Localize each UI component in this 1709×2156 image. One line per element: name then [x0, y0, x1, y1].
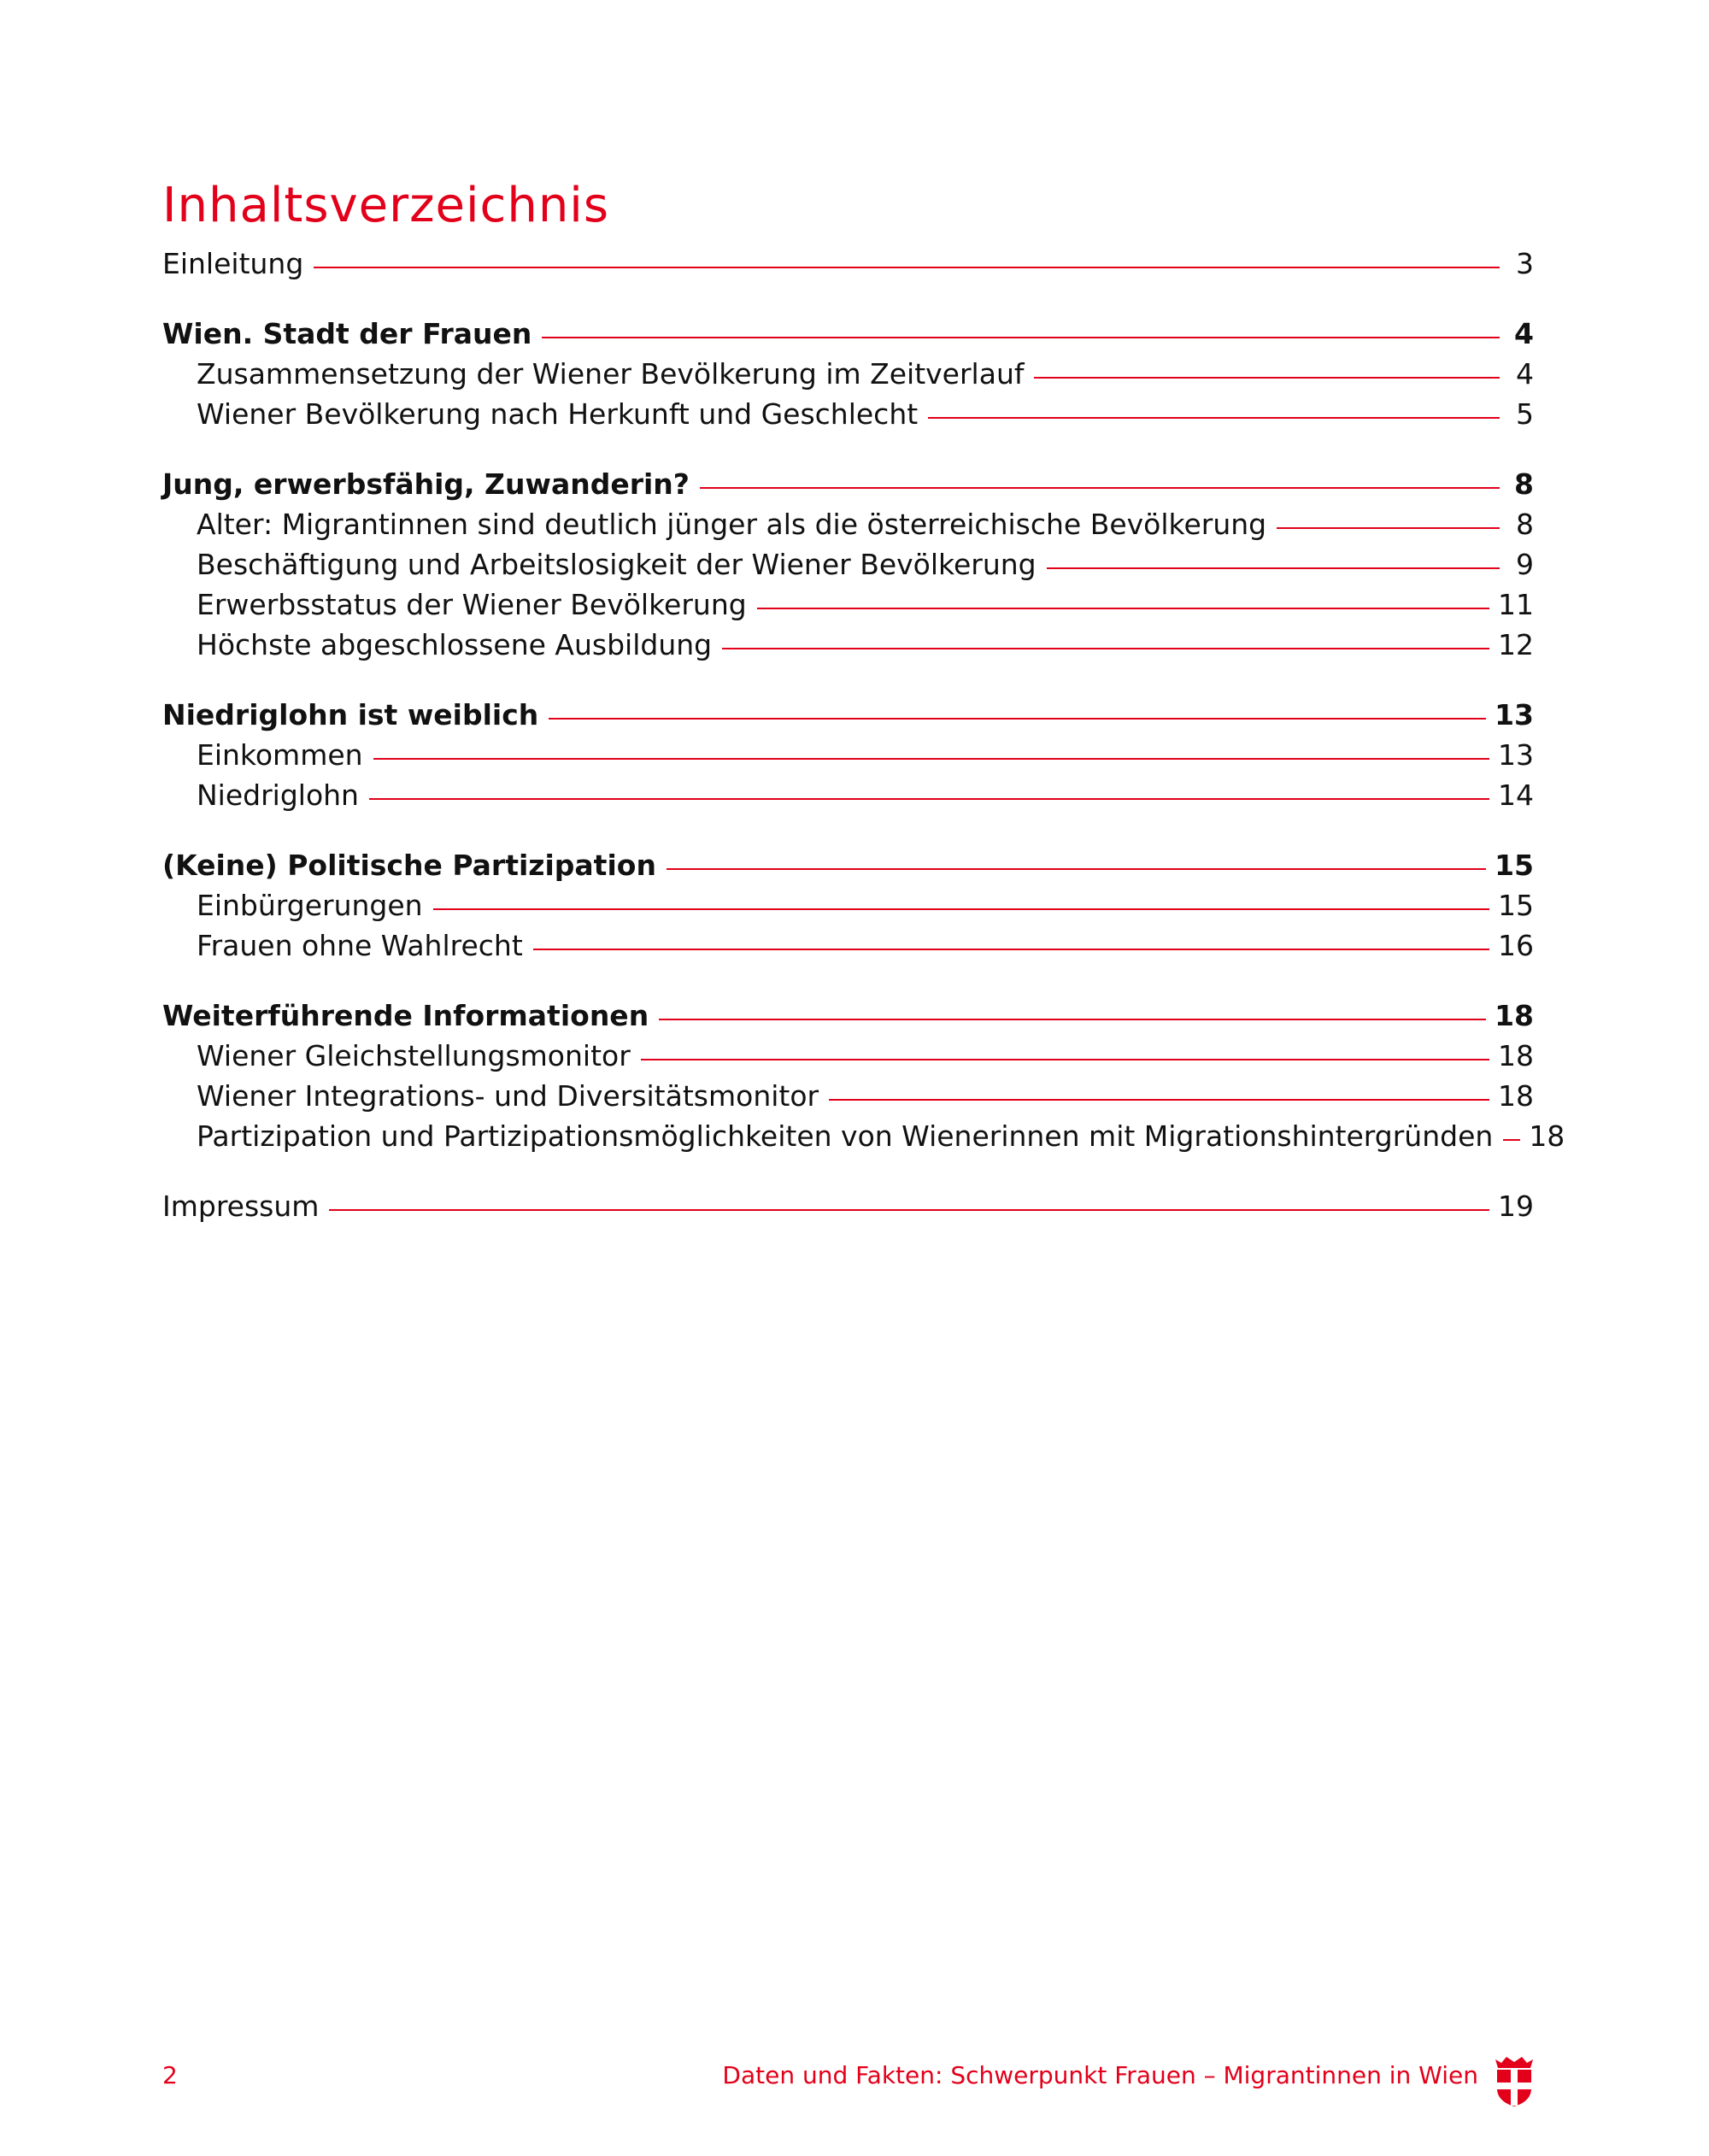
toc-entry-page-number: 14	[1498, 778, 1534, 812]
toc-entry-page-number: 9	[1516, 548, 1534, 581]
toc-entry[interactable]	[162, 1186, 1534, 1226]
toc-entry-label: Einbürgerungen	[197, 889, 423, 922]
toc-entry[interactable]	[162, 845, 1534, 885]
toc-entry[interactable]	[162, 314, 1534, 354]
toc-entry-page-number: 15	[1498, 889, 1534, 922]
toc-leader-line	[1277, 527, 1500, 529]
toc-subentry[interactable]	[162, 925, 1534, 966]
toc-leader-line	[373, 758, 1489, 760]
toc-subentry[interactable]	[162, 735, 1534, 775]
toc-subentry[interactable]	[162, 544, 1534, 585]
toc-entry-label: Alter: Migrantinnen sind deutlich jünger als die österreichische Bevölkerung	[197, 508, 1267, 541]
toc-entry-page-number: 15	[1495, 849, 1534, 882]
footer-page-number: 2	[162, 2061, 178, 2089]
toc-entry-page-number: 18	[1529, 1119, 1565, 1153]
toc-entry-page-number: 4	[1516, 357, 1534, 391]
toc-subentry[interactable]	[162, 625, 1534, 665]
toc-entry-label: Wiener Gleichstellungsmonitor	[197, 1039, 631, 1072]
toc-leader-line	[757, 608, 1489, 609]
toc-entry-label: Erwerbsstatus der Wiener Bevölkerung	[197, 588, 747, 621]
toc-entry-label: Niedriglohn	[197, 778, 359, 812]
toc-entry-page-number: 4	[1514, 317, 1534, 350]
toc-leader-line	[667, 868, 1486, 870]
toc-subentry[interactable]	[162, 504, 1534, 544]
toc-leader-line	[722, 648, 1489, 649]
toc-section	[162, 314, 1534, 434]
page-title: Inhaltsverzeichnis	[162, 177, 610, 233]
toc-entry-label: Einleitung	[162, 247, 304, 280]
toc-entry-page-number: 13	[1495, 698, 1534, 731]
toc-entry-page-number: 5	[1516, 397, 1534, 431]
footer-document-title: Daten und Fakten: Schwerpunkt Frauen – Migrantinnen in Wien	[722, 2061, 1478, 2089]
toc-leader-line	[641, 1059, 1489, 1060]
toc-leader-line	[928, 417, 1500, 419]
toc-leader-line	[542, 337, 1500, 338]
toc-leader-line	[329, 1209, 1489, 1211]
vienna-coat-of-arms-icon	[1493, 2054, 1536, 2107]
toc-entry-label: Partizipation und Partizipationsmöglichkeiten von Wienerinnen mit Migrationshintergründen	[197, 1119, 1494, 1153]
toc-section	[162, 464, 1534, 665]
toc-entry-page-number: 18	[1498, 1039, 1534, 1072]
toc-subentry[interactable]	[162, 585, 1534, 625]
toc-subentry[interactable]	[162, 394, 1534, 434]
toc-entry-page-number: 11	[1498, 588, 1534, 621]
toc-entry-page-number: 3	[1516, 247, 1534, 280]
toc-subentry[interactable]	[162, 1036, 1534, 1076]
toc-entry[interactable]	[162, 464, 1534, 504]
toc-entry[interactable]	[162, 244, 1534, 284]
toc-entry-label: Höchste abgeschlossene Ausbildung	[197, 628, 713, 661]
toc-entry-page-number: 8	[1516, 508, 1534, 541]
toc-entry-page-number: 13	[1498, 738, 1534, 772]
toc-entry-label: Wien. Stadt der Frauen	[162, 317, 532, 350]
toc-entry-label: (Keine) Politische Partizipation	[162, 849, 656, 882]
toc-entry-label: Einkommen	[197, 738, 363, 772]
toc-entry-label: Wiener Integrations- und Diversitätsmonitor	[197, 1079, 819, 1113]
toc-entry-label: Wiener Bevölkerung nach Herkunft und Geschlecht	[197, 397, 919, 431]
toc-subentry[interactable]	[162, 775, 1534, 815]
toc-entry-label: Niedriglohn ist weiblich	[162, 698, 539, 731]
toc-entry[interactable]	[162, 695, 1534, 735]
toc-leader-line	[533, 949, 1489, 950]
toc-entry-label: Frauen ohne Wahlrecht	[197, 929, 523, 962]
toc-leader-line	[659, 1019, 1486, 1020]
toc-subentry[interactable]	[162, 1116, 1565, 1156]
toc-entry-page-number: 18	[1495, 999, 1534, 1032]
toc-entry-page-number: 12	[1498, 628, 1534, 661]
toc-leader-line	[549, 718, 1486, 720]
toc-subentry[interactable]	[162, 885, 1534, 925]
toc-section	[162, 244, 1534, 284]
toc-leader-line	[1047, 567, 1500, 569]
toc-section	[162, 845, 1534, 966]
toc-subentry[interactable]	[162, 1076, 1534, 1116]
toc-section	[162, 695, 1534, 815]
toc-leader-line	[314, 267, 1500, 268]
toc-entry-label: Weiterführende Informationen	[162, 999, 649, 1032]
toc-entry-page-number: 8	[1514, 467, 1534, 501]
toc-entry-label: Jung, erwerbsfähig, Zuwanderin?	[162, 467, 690, 501]
toc-entry-page-number: 16	[1498, 929, 1534, 962]
toc-leader-line	[1034, 377, 1500, 379]
toc-entry-label: Zusammensetzung der Wiener Bevölkerung im Zeitverlauf	[197, 357, 1025, 391]
toc-entry-label: Beschäftigung und Arbeitslosigkeit der Wiener Bevölkerung	[197, 548, 1037, 581]
table-of-contents	[162, 244, 1565, 1256]
toc-leader-line	[700, 487, 1500, 489]
toc-section	[162, 996, 1565, 1156]
toc-entry-label: Impressum	[162, 1190, 320, 1223]
toc-section	[162, 1186, 1534, 1226]
toc-leader-line	[1503, 1139, 1520, 1141]
toc-subentry[interactable]	[162, 354, 1534, 394]
toc-entry-page-number: 19	[1498, 1190, 1534, 1223]
toc-leader-line	[829, 1099, 1489, 1101]
toc-leader-line	[369, 798, 1489, 800]
toc-leader-line	[433, 908, 1489, 910]
toc-entry[interactable]	[162, 996, 1534, 1036]
toc-entry-page-number: 18	[1498, 1079, 1534, 1113]
